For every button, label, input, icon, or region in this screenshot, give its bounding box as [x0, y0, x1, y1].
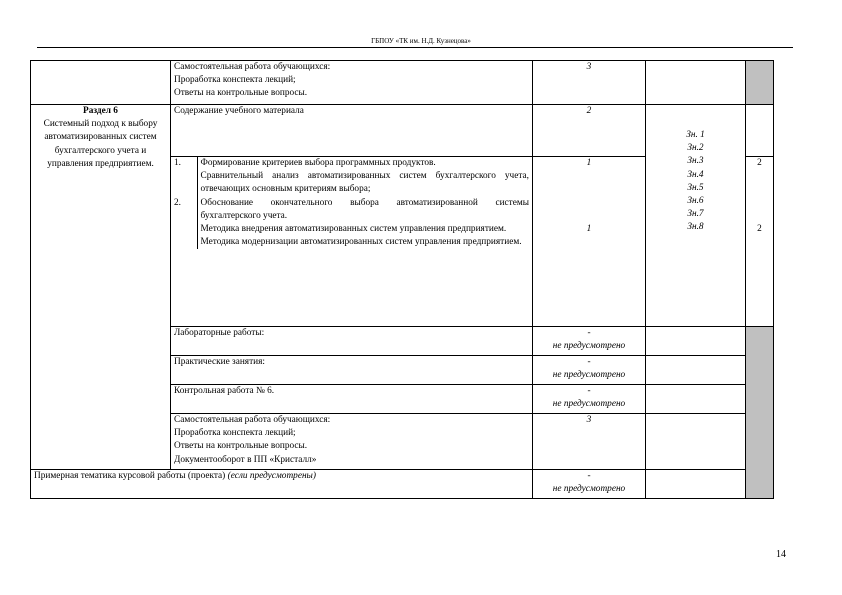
page-number: 14	[776, 549, 786, 560]
items-hours-cell: 1 1	[533, 157, 646, 327]
practice-label: Практические занятия:	[171, 356, 533, 385]
section-name: Системный подход к выбору автоматизированных систем бухгалтерского учета и управления предприятием.	[43, 119, 158, 169]
section-title-cell	[31, 105, 171, 470]
curriculum-table	[30, 60, 774, 499]
item-number: 2.	[174, 197, 181, 208]
selfwork-content: Самостоятельная работа обучающихся: Проработка конспекта лекций; Ответы на контрольные вопросы. Документооборот в ПП «Кристалл»	[171, 414, 533, 470]
content-header: Содержание учебного материала	[171, 105, 533, 157]
coursework-hours: - не предусмотрено	[533, 470, 646, 499]
header-rule	[37, 47, 793, 48]
selfwork-hours: 3	[533, 414, 646, 470]
selfwork-top-content: Самостоятельная работа обучающихся: Проработка конспекта лекций; Ответы на контрольные вопросы.	[171, 61, 533, 105]
coursework-row	[31, 470, 774, 499]
gray-cell-top	[746, 61, 774, 105]
lab-label: Лабораторные работы:	[171, 327, 533, 356]
content-items-table	[171, 157, 532, 249]
page-header: ГБПОУ «ТК им. Н.Д. Кузнецова»	[371, 37, 471, 45]
content-items-cell	[171, 157, 533, 327]
item-text: Обоснование окончательного выбора автоматизированной системы бухгалтерского учета. Методика внедрения автоматизированных систем управления предприятием. Методика модернизации автоматизированных систем управления предприятием.	[197, 197, 532, 250]
selfwork-top-hours: 3	[533, 61, 646, 105]
section-header-row	[31, 105, 774, 157]
item-text: Формирование критериев выбора программных продуктов. Сравнительный анализ автоматизированных систем бухгалтерского учета, отвечающих основным критериям выбора;	[197, 157, 532, 197]
control-hours: - не предусмотрено	[533, 385, 646, 414]
gray-cell-bottom	[746, 327, 774, 499]
section-title: Раздел 6	[83, 106, 118, 116]
selfwork-row-top	[31, 61, 774, 105]
control-label: Контрольная работа № 6.	[171, 385, 533, 414]
competencies-cell: Зн. 1 Зн.2 Зн.3 Зн.4 Зн.5 Зн.6 Зн.7 Зн.8	[646, 105, 746, 327]
coursework-label: Примерная тематика курсовой работы (проекта) (если предусмотрены)	[31, 470, 533, 499]
practice-hours: - не предусмотрено	[533, 356, 646, 385]
content-hours: 2	[533, 105, 646, 157]
item-number: 1.	[174, 158, 181, 168]
lab-hours: - не предусмотрено	[533, 327, 646, 356]
level-cell: 2 2	[746, 157, 774, 327]
